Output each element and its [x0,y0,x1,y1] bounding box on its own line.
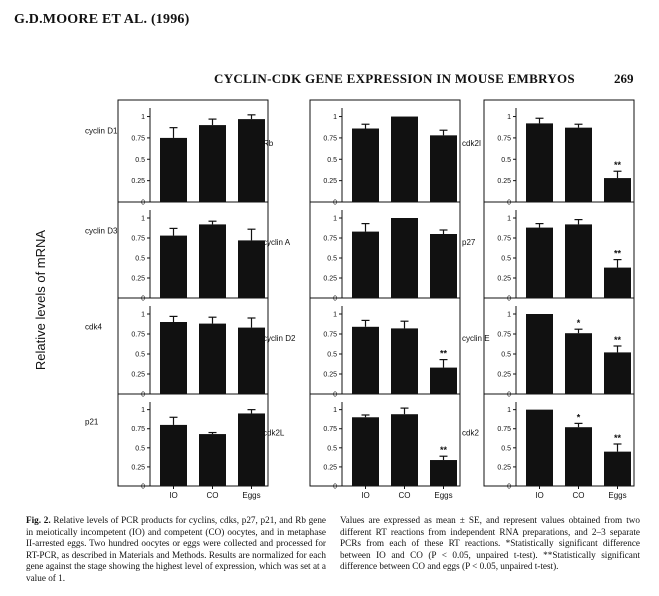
bar-eggs [604,178,631,202]
y-tick-label: 1 [333,311,337,319]
y-tick-label: 0.25 [497,275,511,283]
y-tick-label: 0.25 [323,275,337,283]
panel-cyclin-d2 [263,295,460,399]
y-tick-label: 0.75 [323,135,337,143]
bar-co [199,324,226,394]
bar-io [160,425,187,486]
bar-eggs [430,460,457,486]
panel-cyclin-d3 [85,199,268,303]
figure-caption-right: Values are expressed as mean ± SE, and represent values obtained from two different RT reactions from independent RNA preparations, and 2–3 separate PCRs from each of these RT reactions. *Statistically significant difference between IO and CO (P < 0.05, unpaired t-test). **Statistically significant difference between CO and eggs (P < 0.05, unpaired t-test). [340,515,640,572]
y-tick-label: 0.5 [501,445,511,453]
y-tick-label: 0.5 [327,445,337,453]
panel-label: cyclin D3 [85,226,118,236]
x-category-label: Eggs [608,491,627,500]
bar-eggs [430,368,457,394]
y-tick-label: 0 [507,199,511,207]
y-tick-label: 0.75 [131,331,145,339]
panel-p21 [85,391,268,500]
bar-eggs [238,240,265,298]
y-tick-label: 0.75 [323,426,337,434]
bar-io [160,236,187,298]
panel-grid [85,100,634,500]
panel-cyclin-a [263,199,460,303]
bar-co [199,125,226,202]
bar-io [352,232,379,298]
panel-cyclin-e [462,295,634,399]
y-tick-label: 0 [333,483,337,491]
y-tick-label: 1 [141,407,145,415]
panel-label: p27 [462,238,476,248]
panel-p27 [462,199,634,303]
bar-co [391,117,418,202]
panel-cdk4 [85,295,268,399]
y-tick-label: 0.25 [131,371,145,379]
bar-co [391,414,418,486]
y-tick-label: 0 [141,483,145,491]
y-tick-label: 0.25 [497,178,511,186]
running-head-authors: G.D.MOORE ET AL. (1996) [14,12,190,27]
y-tick-label: 0.5 [501,351,511,359]
panel-label: cyclin E [462,334,490,344]
bar-co [565,224,592,298]
significance-mark: * [576,318,581,329]
significance-mark: ** [439,445,448,456]
y-tick-label: 0 [333,295,337,303]
x-category-label: IO [361,491,370,500]
y-tick-label: 0 [141,295,145,303]
y-tick-label: 0.75 [131,235,145,243]
y-tick-label: 0.25 [131,464,145,472]
y-tick-label: 0.5 [327,351,337,359]
y-tick-label: 1 [507,215,511,223]
figure-caption-left-text: Relative levels of PCR products for cyclins, cdks, p27, p21, and Rb gene in meiotically incompetent (IO) and competent (CO) oocytes, and in metaphase II-arrested eggs. Two hundred oocytes or eggs were collected and processed for RT-PCR, as described in Materials and Methods. Results are normalized for each gene against the stage showing the highest level of expression, which was set at a value of 1. [26,515,326,583]
bar-co [391,218,418,298]
y-tick-label: 1 [333,114,337,122]
bar-io [526,314,553,394]
y-tick-label: 1 [141,114,145,122]
bar-eggs [238,413,265,486]
bar-co [565,128,592,202]
significance-mark: ** [613,160,622,171]
panel-label: cyclin D2 [263,334,296,344]
panel-label: p21 [85,417,99,427]
bar-eggs [238,328,265,394]
panel-label: cyclin A [263,238,291,248]
running-head-title: CYCLIN-CDK GENE EXPRESSION IN MOUSE EMBRYOS [214,71,575,86]
y-tick-label: 0.75 [131,426,145,434]
y-tick-label: 1 [507,114,511,122]
y-tick-label: 1 [141,215,145,223]
y-tick-label: 0.75 [497,426,511,434]
panel-label: cdk2I [462,138,482,148]
bar-io [160,138,187,202]
bar-eggs [238,119,265,202]
y-tick-label: 0.5 [135,445,145,453]
y-tick-label: 0 [507,295,511,303]
y-tick-label: 0 [507,391,511,399]
significance-mark: ** [613,433,622,443]
significance-mark: * [576,412,581,423]
bar-co [199,224,226,298]
panel-cdk2l [263,391,460,500]
y-tick-label: 1 [333,407,337,415]
y-tick-label: 0 [333,199,337,207]
y-tick-label: 0.5 [501,156,511,164]
significance-mark: ** [613,335,622,345]
y-tick-label: 1 [141,311,145,319]
y-tick-label: 1 [507,311,511,319]
panel-cyclin-d1 [85,100,268,207]
y-tick-label: 0.75 [497,235,511,243]
y-tick-label: 0.5 [327,156,337,164]
y-tick-label: 0.5 [135,255,145,263]
x-category-label: IO [535,491,544,500]
y-tick-label: 0.5 [135,351,145,359]
bar-eggs [430,234,457,298]
y-tick-label: 0.25 [131,178,145,186]
y-tick-label: 0.25 [497,371,511,379]
significance-mark: ** [613,248,622,259]
y-tick-label: 0 [141,391,145,399]
x-category-label: CO [398,491,411,500]
panel-label: cdk4 [85,322,102,332]
bar-co [565,427,592,486]
y-tick-label: 0.75 [497,135,511,143]
bar-io [352,327,379,394]
bar-eggs [604,268,631,298]
y-tick-label: 0 [507,483,511,491]
y-tick-label: 0.25 [323,178,337,186]
bar-co [391,328,418,394]
panel-label: cyclin D1 [85,126,118,136]
panel-cdk2 [462,391,634,500]
y-tick-label: 0.25 [323,464,337,472]
y-tick-label: 0.5 [501,255,511,263]
y-tick-label: 0.25 [497,464,511,472]
panel-label: cdk2 [462,428,479,438]
y-tick-label: 0.5 [135,156,145,164]
y-tick-label: 1 [333,215,337,223]
bar-io [352,417,379,486]
x-category-label: IO [169,491,178,500]
x-category-label: CO [206,491,219,500]
y-tick-label: 0 [333,391,337,399]
y-tick-label: 0.75 [131,135,145,143]
bar-co [565,333,592,394]
bar-eggs [604,352,631,394]
bar-io [526,123,553,202]
panel-label: cdk2L [263,428,285,438]
figure-caption-label: Fig. 2. [26,515,51,525]
bar-eggs [604,452,631,486]
x-category-label: CO [572,491,585,500]
y-tick-label: 0.25 [131,275,145,283]
bar-eggs [430,135,457,202]
bar-io [526,228,553,298]
y-axis-label: Relative levels of mRNA [33,229,48,371]
y-tick-label: 1 [507,407,511,415]
bar-io [526,410,553,486]
x-category-label: Eggs [242,491,261,500]
bar-io [352,129,379,202]
y-tick-label: 0.25 [323,371,337,379]
y-tick-label: 0.75 [497,331,511,339]
y-tick-label: 0.75 [323,235,337,243]
significance-mark: ** [439,348,448,359]
y-tick-label: 0.75 [323,331,337,339]
panel-label: Rb [263,138,274,148]
page-number: 269 [614,71,634,86]
panel-cdk2i [462,100,634,207]
x-category-label: Eggs [434,491,453,500]
y-tick-label: 0 [141,199,145,207]
bar-io [160,322,187,394]
panel-rb [263,100,460,207]
bar-co [199,434,226,486]
figure-caption-left [26,515,326,585]
y-tick-label: 0.5 [327,255,337,263]
